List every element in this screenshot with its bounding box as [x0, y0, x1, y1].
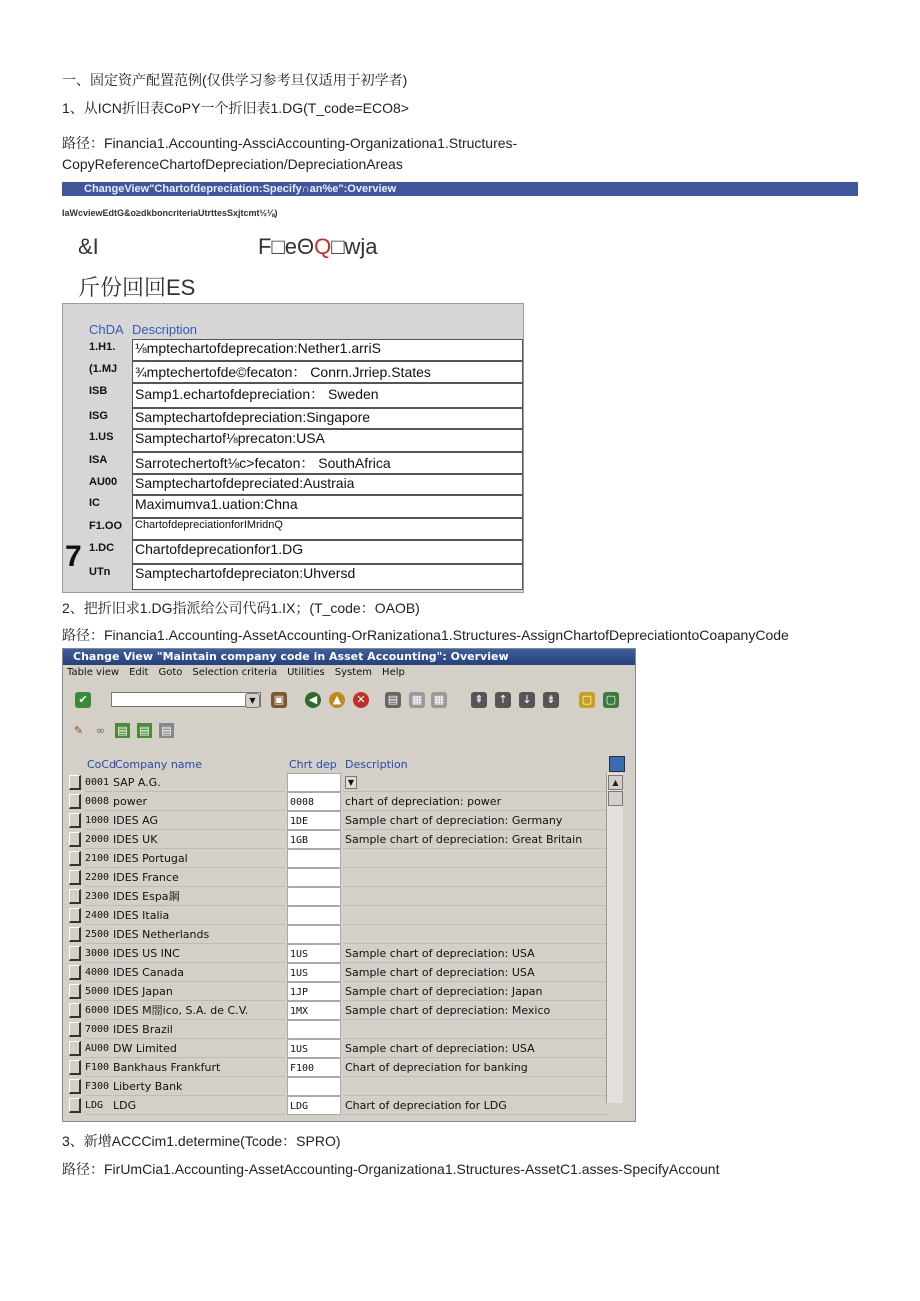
description-cell: chart of depreciation: power [343, 792, 607, 811]
description-cell: Sample chart of depreciation: USA [343, 1039, 607, 1058]
table-row [67, 1096, 607, 1115]
screen1-table-row [89, 540, 523, 564]
company-name-cell: SAP A.G. [113, 773, 285, 792]
display-change-icon[interactable]: ✎ [73, 724, 84, 737]
company-code-cell: 2100 [85, 849, 112, 868]
description-cell [343, 1077, 607, 1096]
find-next-icon[interactable]: ▦ [431, 692, 447, 708]
company-name-cell: IDES France [113, 868, 285, 887]
cancel-icon[interactable]: ✕ [353, 692, 369, 708]
screen1-row-code: 1.DC [89, 542, 115, 554]
screen1-icon-c: Q [314, 234, 332, 259]
description-cell [343, 906, 607, 925]
col-description[interactable]: Description [345, 758, 408, 771]
screen1-table-row [89, 564, 523, 590]
description-cell: Chart of depreciation for LDG [343, 1096, 607, 1115]
next-page-icon[interactable]: ↓ [519, 692, 535, 708]
chart-of-depreciation-input[interactable]: 1US [287, 1039, 341, 1058]
chart-of-depreciation-input[interactable] [287, 1077, 341, 1096]
company-name-cell: Liberty Bank [113, 1077, 285, 1096]
row-selector[interactable] [69, 832, 81, 847]
menu-item-table-view[interactable]: Table view [67, 667, 120, 678]
chart-of-depreciation-input[interactable]: 1MX [287, 1001, 341, 1020]
exit-icon[interactable]: ▲ [329, 692, 345, 708]
company-name-cell: IDES AG [113, 811, 285, 830]
company-name-cell: IDES Japan [113, 982, 285, 1001]
screen1-row-code: ISG [89, 410, 108, 422]
row-selector[interactable] [69, 908, 81, 923]
screen1-col-code: ChDA [89, 322, 124, 337]
row-selector[interactable] [69, 1003, 81, 1018]
screen2-window [62, 648, 636, 1122]
row-selector[interactable] [69, 984, 81, 999]
chart-of-depreciation-input[interactable] [287, 773, 341, 792]
screen1-table-row [89, 408, 523, 429]
other-entries-icon[interactable]: ∞ [95, 724, 106, 737]
table-row [67, 906, 607, 925]
screen1-row-description[interactable]: Samp1.echartofdepreciation： Sweden [132, 383, 523, 408]
screen1-icon-a: F□e [258, 234, 297, 259]
table-row [67, 1077, 607, 1096]
screen1-row-description[interactable]: ¾mptechertofde©fecaton： Conrn.Jrriep.States [132, 361, 523, 383]
screen1-table-row [89, 383, 523, 408]
row-selector[interactable] [69, 927, 81, 942]
screen1-table [62, 303, 524, 593]
row-selector[interactable] [69, 1041, 81, 1056]
row-selector[interactable] [69, 813, 81, 828]
company-code-cell: F300 [85, 1077, 112, 1096]
screen1-row-description[interactable]: Sarrotechertoft⅛c>fecaton： SouthAfrica [132, 452, 523, 474]
screen1-table-row [89, 429, 523, 452]
screen1-table-row [89, 339, 523, 361]
screen1-row-code: ISA [89, 454, 108, 466]
screen1-row-code: AU00 [89, 476, 118, 488]
screen1-table-header [89, 322, 523, 338]
chart-of-depreciation-input[interactable] [287, 868, 341, 887]
back-icon[interactable]: ◀ [305, 692, 321, 708]
table-row [67, 925, 607, 944]
screen1-row-code: ISB [89, 385, 108, 397]
company-name-cell: IDES Netherlands [113, 925, 285, 944]
table-row [67, 982, 607, 1001]
description-cell: Sample chart of depreciation: USA [343, 944, 607, 963]
company-name-cell: IDES Portugal [113, 849, 285, 868]
screen1-table-row [89, 518, 523, 540]
find-icon[interactable]: ▦ [409, 692, 425, 708]
table-row [67, 1058, 607, 1077]
row-selector[interactable] [69, 946, 81, 961]
doc-heading: 一、固定资产配置范例(仅供学习参考旦仅适用于初学者) [62, 72, 408, 88]
row-selector[interactable] [69, 794, 81, 809]
table-row [67, 1020, 607, 1039]
screen2-title-bar: Change View "Maintain company code in Asset Accounting": Overview [63, 649, 635, 665]
chart-of-depreciation-input[interactable]: F100 [287, 1058, 341, 1077]
chart-of-depreciation-input[interactable]: 1DE [287, 811, 341, 830]
screen1-table-row [89, 495, 523, 518]
company-code-cell: 6000 [85, 1001, 112, 1020]
description-cell: Sample chart of depreciation: USA [343, 963, 607, 982]
row-selector[interactable] [69, 965, 81, 980]
col-chart-dep[interactable]: Chrt dep [289, 758, 337, 771]
create-session-icon[interactable]: ▢ [579, 692, 595, 708]
chart-of-depreciation-input[interactable] [287, 925, 341, 944]
path-3-text: 路径：FirUmCia1.Accounting-AssetAccounting-Organizationa1.Structures-AssetC1.asses-SpecifyAccount [62, 1161, 720, 1177]
row-selector[interactable] [69, 1022, 81, 1037]
company-name-cell: IDES M閤ico, S.A. de C.V. [113, 1001, 285, 1020]
company-code-cell: 2200 [85, 868, 112, 887]
company-name-cell: IDES Brazil [113, 1020, 285, 1039]
row-selector[interactable] [69, 889, 81, 904]
menu-item-utilities[interactable]: Utilities [287, 667, 325, 678]
row-selector[interactable] [69, 851, 81, 866]
company-code-cell: 2000 [85, 830, 112, 849]
description-cell: Sample chart of depreciation: Great Britain [343, 830, 607, 849]
screen1-table-row [89, 452, 523, 474]
screen1-col-desc: Description [132, 322, 198, 337]
screen1-row-description[interactable]: Samptechartofdepreciation:Singapore [132, 408, 523, 429]
previous-page-icon[interactable]: ↑ [495, 692, 511, 708]
row-selector[interactable] [69, 1079, 81, 1094]
row-selector[interactable] [69, 870, 81, 885]
screen1-toolbar-icons [258, 234, 378, 260]
description-cell: Sample chart of depreciation: Germany [343, 811, 607, 830]
step-2-text: 2、把折旧求1.DG指派给公司代码1.IX；(T_code：OAOB) [62, 600, 420, 616]
chart-of-depreciation-input[interactable]: 1GB [287, 830, 341, 849]
table-header [67, 755, 627, 773]
screen1-row-code: 1.H1. [89, 341, 116, 353]
select-block-icon[interactable]: ▤ [137, 723, 152, 738]
table-row [67, 773, 607, 792]
table-row [67, 887, 607, 906]
menu-item-system[interactable]: System [334, 667, 373, 678]
print-icon[interactable]: ▤ [385, 692, 401, 708]
screen1-icon-b: Θ [296, 234, 315, 259]
screen2-menu-bar [67, 667, 415, 681]
description-cell [343, 849, 607, 868]
screen1-row-code: IC [89, 497, 100, 509]
company-code-cell: 1000 [85, 811, 112, 830]
path-2-text: 路径：Financia1.Accounting-AssetAccounting-OrRanizationa1.Structures-AssignChartofDepreciationtoCoapanyCode [62, 627, 789, 643]
description-cell [343, 1020, 607, 1039]
company-name-cell: LDG [113, 1096, 285, 1115]
screen1-toolbar-glyph: &I [78, 234, 99, 259]
company-code-cell: 4000 [85, 963, 112, 982]
command-field[interactable] [111, 692, 261, 707]
company-name-cell: IDES UK [113, 830, 285, 849]
description-cell: Chart of depreciation for banking [343, 1058, 607, 1077]
command-dropdown-icon[interactable]: ▼ [245, 693, 260, 708]
table-row [67, 1001, 607, 1020]
table-scrollbar[interactable] [606, 773, 623, 1103]
enter-check-icon[interactable]: ✔ [75, 692, 91, 708]
row-selector[interactable] [69, 1098, 81, 1113]
table-row [67, 849, 607, 868]
chart-of-depreciation-input[interactable]: 1US [287, 963, 341, 982]
scroll-up-icon[interactable]: ▲ [608, 775, 623, 790]
first-page-icon[interactable]: ⇞ [471, 692, 487, 708]
shortcut-icon[interactable]: ▢ [603, 692, 619, 708]
step-1-text: 1、从ICN折旧表CoPY一个折旧表1.DG(T_code=ECO8> [62, 100, 409, 116]
last-page-icon[interactable]: ⇟ [543, 692, 559, 708]
table-row [67, 811, 607, 830]
table-row [67, 792, 607, 811]
save-icon[interactable]: ▣ [271, 692, 287, 708]
screen1-table-row [89, 474, 523, 495]
deselect-all-icon[interactable]: ▤ [159, 723, 174, 738]
company-name-cell: Bankhaus Frankfurt [113, 1058, 285, 1077]
company-code-cell: 3000 [85, 944, 112, 963]
column-settings-icon[interactable] [609, 756, 625, 772]
screen1-title-bar: ChangeView"Chartofdepreciation:Specify∩an%e":Overview [62, 182, 858, 196]
company-code-cell: 2500 [85, 925, 112, 944]
screen1-toolbar-row2: 斤份回回ES [78, 275, 196, 300]
chart-of-depreciation-input[interactable]: 0008 [287, 792, 341, 811]
description-cell: Sample chart of depreciation: Mexico [343, 1001, 607, 1020]
col-cocd[interactable]: CoCd [87, 758, 117, 771]
value-help-icon[interactable]: ▼ [345, 776, 357, 789]
screen1-row-description[interactable]: Samptechartofdepreciated:Austraia [132, 474, 523, 495]
chart-of-depreciation-input[interactable] [287, 849, 341, 868]
row-selector[interactable] [69, 1060, 81, 1075]
company-code-cell: 2300 [85, 887, 112, 906]
company-name-cell: IDES Espa鋼 [113, 887, 285, 906]
table-row [67, 868, 607, 887]
chart-of-depreciation-input[interactable] [287, 887, 341, 906]
company-code-cell: 0001 [85, 773, 112, 792]
table-row [67, 1039, 607, 1058]
screen1-row-description[interactable]: Maximumva1.uation:Chna [132, 495, 523, 518]
path-1-line-1: 路径：Financia1.Accounting-AssciAccounting-Organizationa1.Structures- [62, 135, 518, 151]
screen1-row-description[interactable]: Samptechartofdepreciaton:Uhversd [132, 564, 523, 590]
company-code-cell: 7000 [85, 1020, 112, 1039]
screen2-toolbar [67, 689, 627, 711]
menu-item-goto[interactable]: Goto [158, 667, 183, 678]
screen1-row-description[interactable]: Chartofdeprecationfor1.DG [132, 540, 523, 564]
company-name-cell: IDES US INC [113, 944, 285, 963]
description-cell [343, 773, 607, 792]
menu-item-selection-criteria[interactable]: Selection criteria [192, 667, 278, 678]
screen1-row-code: (1.MJ [89, 363, 118, 375]
screen1-row-description[interactable]: Samptechartof⅛precaton:USA [132, 429, 523, 452]
screen1-row-description[interactable]: ChartofdepreciationforIMridnQ [132, 518, 523, 540]
screen1-row-description[interactable]: ⅛mptechartofdeprecation:Nether1.arriS [132, 339, 523, 361]
company-code-cell: LDG [85, 1096, 112, 1115]
chart-of-depreciation-input[interactable]: 1JP [287, 982, 341, 1001]
col-company-name[interactable]: Company name [115, 758, 203, 771]
menu-item-help[interactable]: Help [382, 667, 405, 678]
chart-of-depreciation-input[interactable]: LDG [287, 1096, 341, 1115]
select-all-icon[interactable]: ▤ [115, 723, 130, 738]
company-name-cell: IDES Italia [113, 906, 285, 925]
chart-of-depreciation-input[interactable] [287, 1020, 341, 1039]
screen1-row-code: 1.US [89, 431, 114, 443]
screen1-row-code: F1.OO [89, 520, 123, 532]
screen1-menu-bar: IaWcviewEdtG&o≥dkboncriteriaUtrttesSxjtcmt½⅛) [62, 208, 278, 218]
description-cell [343, 887, 607, 906]
company-code-cell: 0008 [85, 792, 112, 811]
company-name-cell: DW Limited [113, 1039, 285, 1058]
table-row [67, 963, 607, 982]
menu-item-edit[interactable]: Edit [129, 667, 149, 678]
screen1-side-mark: 7 [65, 540, 82, 573]
path-1-line-2: CopyReferenceChartofDepreciation/DepreciationAreas [62, 156, 403, 172]
chart-of-depreciation-input[interactable]: 1US [287, 944, 341, 963]
company-code-cell: F100 [85, 1058, 112, 1077]
description-cell: Sample chart of depreciation: Japan [343, 982, 607, 1001]
step-3-text: 3、新增ACCCim1.determine(Tcode：SPRO) [62, 1133, 341, 1149]
company-code-cell: AU00 [85, 1039, 112, 1058]
description-cell [343, 925, 607, 944]
company-code-cell: 5000 [85, 982, 112, 1001]
scroll-position-icon[interactable] [608, 791, 623, 806]
row-selector[interactable] [69, 775, 81, 790]
company-name-cell: power [113, 792, 285, 811]
company-code-cell: 2400 [85, 906, 112, 925]
screen1-row-code: UTn [89, 566, 111, 578]
chart-of-depreciation-input[interactable] [287, 906, 341, 925]
screen1-icon-d: □wja [331, 234, 378, 259]
company-name-cell: IDES Canada [113, 963, 285, 982]
table-row [67, 944, 607, 963]
description-cell [343, 868, 607, 887]
table-row [67, 830, 607, 849]
screen1-table-row [89, 361, 523, 383]
